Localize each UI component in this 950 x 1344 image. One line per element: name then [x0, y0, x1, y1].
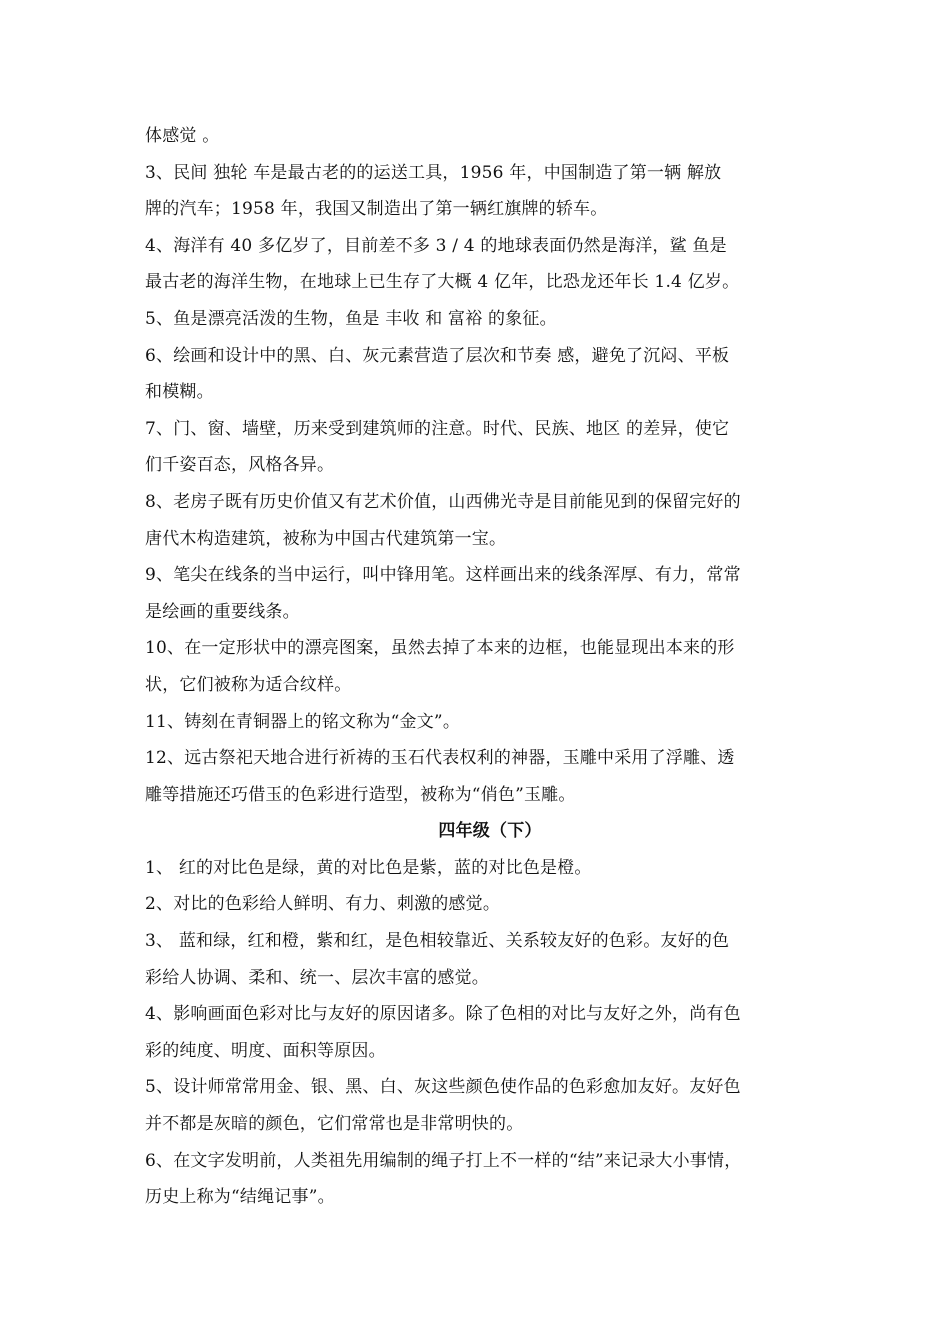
text-line: 3、 蓝和绿，红和橙，紫和红，是色相较靠近、关系较友好的色彩。友好的色 [145, 931, 730, 952]
text-line: 是绘画的重要线条。 [145, 601, 300, 622]
text-line: 9、笔尖在线条的当中运行，叫中锋用笔。这样画出来的线条浑厚、有力，常常 [145, 565, 741, 586]
text-line: 12、远古祭祀天地合进行祈祷的玉石代表权利的神器，玉雕中采用了浮雕、透 [145, 748, 735, 769]
text-line: 和模糊。 [145, 382, 214, 403]
document-body [145, 118, 825, 1216]
text-line: 并不都是灰暗的颜色，它们常常也是非常明快的。 [145, 1114, 524, 1135]
text-line: 1、 红的对比色是绿，黄的对比色是紫，蓝的对比色是橙。 [145, 857, 592, 878]
text-line: 4、海洋有 40 多亿岁了，目前差不多 3 / 4 的地球表面仍然是海洋，鲨 鱼是 [145, 235, 727, 256]
text-line: 牌的汽车；1958 年，我国又制造出了第一辆红旗牌的轿车。 [145, 199, 608, 220]
text-line: 7、门、窗、墙壁，历来受到建筑师的注意。时代、民族、地区 的差异，使它 [145, 418, 730, 439]
text-line: 10、在一定形状中的漂亮图案，虽然去掉了本来的边框，也能显现出本来的形 [145, 638, 735, 659]
text-line: 5、设计师常常用金、银、黑、白、灰这些颜色使作品的色彩愈加友好。友好色 [145, 1077, 741, 1098]
text-line: 3、民间 独轮 车是最古老的的运送工具，1956 年，中国制造了第一辆 解放 [145, 162, 722, 183]
text-line: 体感觉 。 [145, 126, 220, 146]
text-line: 6、在文字发明前，人类祖先用编制的绳子打上不一样的“结”来记录大小事情， [145, 1150, 742, 1171]
text-line: 2、对比的色彩给人鲜明、有力、刺激的感觉。 [145, 894, 501, 915]
text-line: 6、绘画和设计中的黑、白、灰元素营造了层次和节奏 感，避免了沉闷、平板 [145, 345, 730, 366]
text-line: 唐代木构造建筑，被称为中国古代建筑第一宝。 [145, 528, 507, 549]
text-line: 11、铸刻在青铜器上的铭文称为“金文”。 [145, 711, 461, 732]
text-line: 5、鱼是漂亮活泼的生物，鱼是 丰收 和 富裕 的象征。 [145, 308, 557, 329]
text-line: 4、影响画面色彩对比与友好的原因诸多。除了色相的对比与友好之外，尚有色 [145, 1004, 741, 1025]
text-line: 彩的纯度、明度、面积等原因。 [145, 1040, 386, 1061]
text-line: 雕等措施还巧借玉的色彩进行造型，被称为“俏色”玉雕。 [145, 784, 576, 805]
text-line: 彩给人协调、柔和、统一、层次丰富的感觉。 [145, 967, 489, 988]
text-line: 8、老房子既有历史价值又有艺术价值，山西佛光寺是目前能见到的保留完好的 [145, 491, 741, 512]
text-line: 状，它们被称为适合纹样。 [145, 674, 352, 695]
text-line: 最古老的海洋生物，在地球上已生存了大概 4 亿年，比恐龙还年长 1.4 亿岁。 [145, 272, 740, 293]
text-line: 历史上称为“结绳记事”。 [145, 1187, 335, 1208]
text-line: 们千姿百态，风格各异。 [145, 455, 335, 476]
section-heading: 四年级（下） [438, 821, 542, 842]
